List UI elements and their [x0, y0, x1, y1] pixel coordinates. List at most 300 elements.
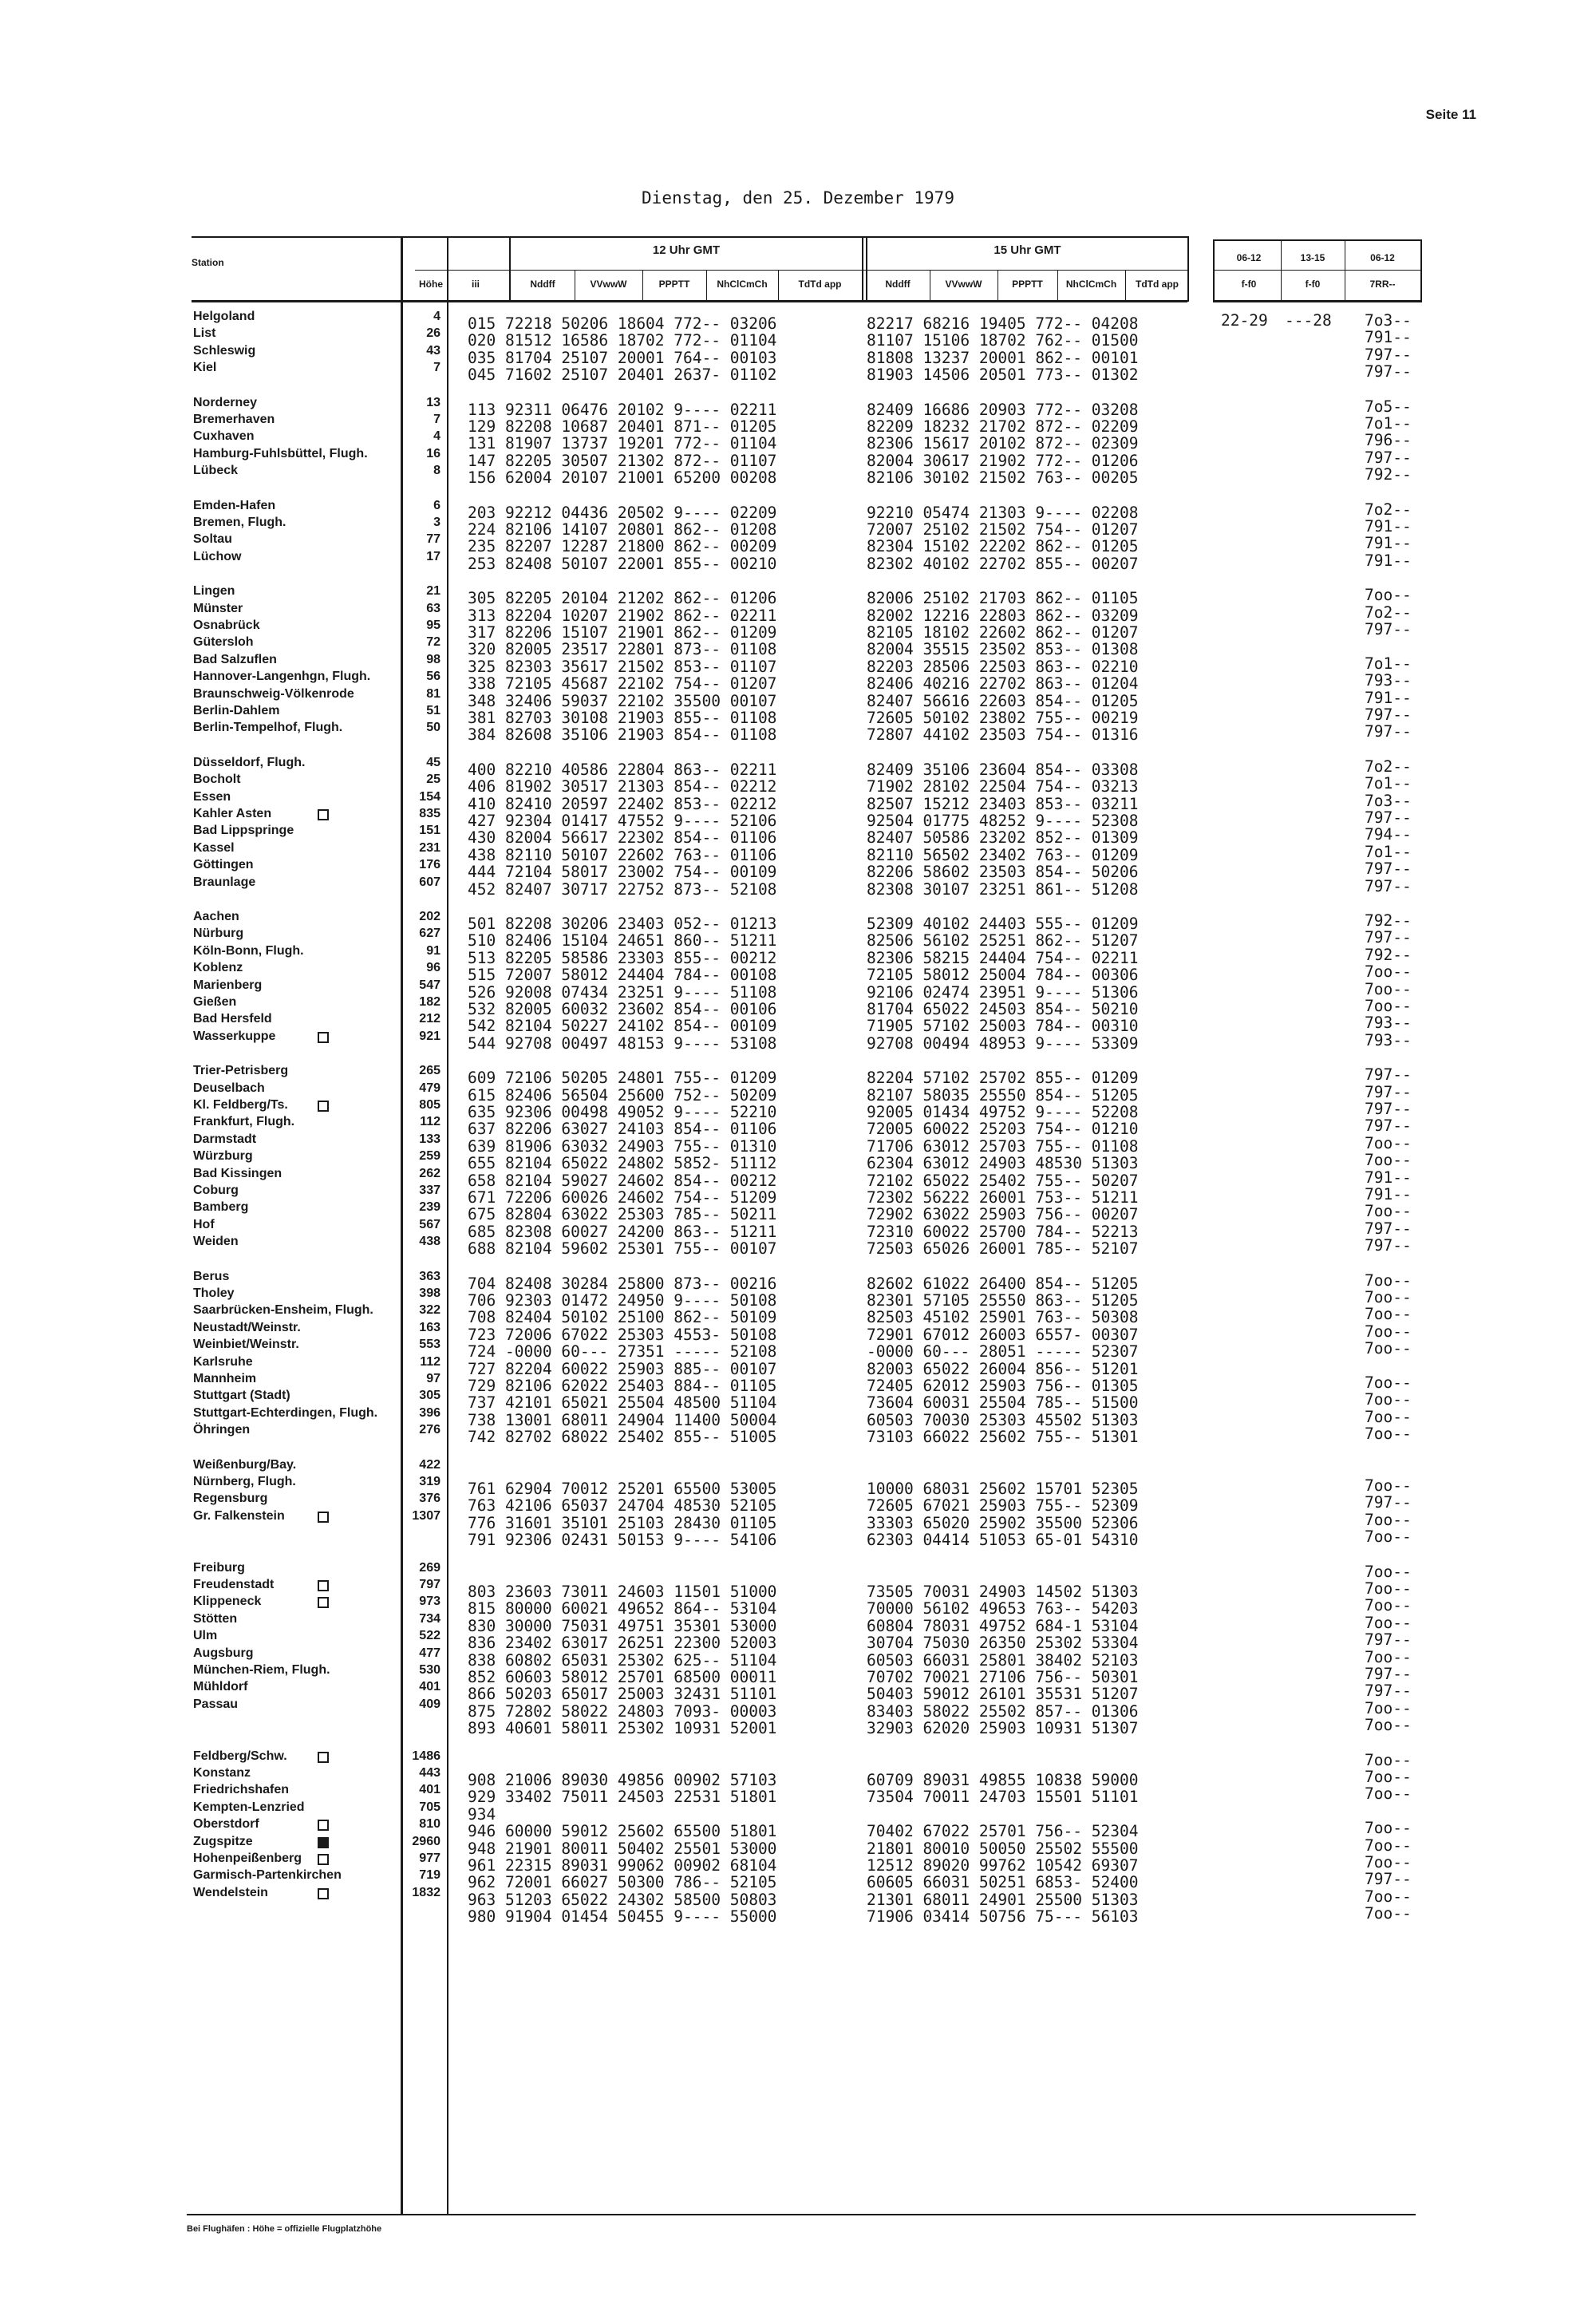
obs-15-uhr: 70000 56102 49653 763-- 54203 — [867, 1599, 1139, 1618]
obs-12-uhr: 156 62004 20107 21001 65200 00208 — [468, 468, 777, 488]
obs-15-uhr: 81903 14506 20501 773-- 01302 — [867, 366, 1139, 385]
obs-12-uhr: 737 42101 65021 25504 48500 51104 — [468, 1393, 777, 1413]
obs-12-uhr: 348 32406 59037 22102 35500 00107 — [468, 691, 777, 710]
station-height: 112 — [420, 1115, 440, 1129]
extra-0612b: 7oo-- — [1365, 1390, 1412, 1409]
station-height: 1307 — [412, 1508, 440, 1523]
obs-12-uhr: 513 82205 58586 23303 855-- 00212 — [468, 948, 777, 967]
extra-0612b: 797-- — [1365, 345, 1412, 364]
open-square-icon — [318, 1580, 329, 1591]
obs-15-uhr: 72405 62012 25903 756-- 01305 — [867, 1377, 1139, 1395]
station-height: 13 — [426, 395, 440, 409]
obs-12-uhr: 685 82308 60027 24200 863-- 51211 — [468, 1222, 777, 1241]
station-height: 438 — [419, 1235, 440, 1249]
obs-12-uhr: 830 30000 75031 49751 35301 53000 — [468, 1616, 777, 1635]
station-name: Weißenburg/Bay. — [193, 1457, 297, 1472]
obs-15-uhr: 81808 13237 20001 862-- 00101 — [867, 348, 1139, 367]
extra-0612b: 7oo-- — [1365, 1271, 1412, 1290]
extra-0612b: 797-- — [1365, 1665, 1412, 1683]
obs-12-uhr: 224 82106 14107 20801 862-- 01208 — [468, 520, 777, 539]
obs-12-uhr: 893 40601 58011 25302 10931 52001 — [468, 1719, 777, 1738]
header-12-uhr: 12 Uhr GMT — [652, 243, 721, 257]
obs-12-uhr: 020 81512 16586 18702 772-- 01104 — [468, 331, 777, 350]
station-height: 7 — [433, 413, 440, 426]
extra-0612b: 796-- — [1365, 431, 1412, 450]
obs-15-uhr: 73604 60031 25504 785-- 51500 — [867, 1393, 1139, 1413]
station-name: Gießen — [193, 995, 237, 1009]
obs-12-uhr: 635 92306 00498 49052 9---- 52210 — [468, 1103, 777, 1121]
station-name: Kl. Feldberg/Ts. — [193, 1098, 288, 1112]
station-height: 8 — [433, 464, 440, 478]
obs-15-uhr: 92504 01775 48252 9---- 52308 — [867, 812, 1139, 830]
station-height: 45 — [426, 755, 440, 769]
obs-12-uhr: 501 82208 30206 23403 052-- 01213 — [468, 915, 777, 933]
station-height: 182 — [419, 995, 440, 1009]
extra-0612b: 791-- — [1365, 1168, 1412, 1187]
date-heading: Dienstag, den 25. Dezember 1979 — [642, 188, 954, 207]
station-height: 151 — [419, 824, 440, 838]
station-height: 17 — [426, 549, 440, 563]
obs-15-uhr: 73103 66022 25602 755-- 51301 — [867, 1428, 1139, 1447]
station-height: 3 — [433, 516, 440, 529]
obs-12-uhr: 615 82406 56504 25600 752-- 50209 — [468, 1085, 777, 1105]
station-height: 97 — [426, 1372, 440, 1385]
extra-0612b: 7oo-- — [1365, 1750, 1412, 1769]
obs-12-uhr: 338 72105 45687 22102 754-- 01207 — [468, 674, 777, 694]
extra-0612b: 797-- — [1365, 448, 1412, 467]
extra-0612b: 793-- — [1365, 1030, 1412, 1049]
extra-0612: 22-29 — [1221, 311, 1268, 330]
rule-line — [447, 236, 448, 2214]
obs-12-uhr: 852 60603 58012 25701 68500 00011 — [468, 1668, 777, 1686]
obs-12-uhr: 946 60000 59012 25602 65500 51801 — [468, 1822, 777, 1841]
station-name: Mühldorf — [193, 1680, 248, 1694]
station-height: 95 — [426, 618, 440, 632]
obs-15-uhr: 21801 80010 50050 25502 55500 — [867, 1839, 1139, 1858]
station-name: Hamburg-Fuhlsbüttel, Flugh. — [193, 446, 368, 460]
obs-12-uhr: 934 — [468, 1804, 496, 1824]
station-name: Stuttgart (Stadt) — [193, 1389, 290, 1403]
extra-0612b: 792-- — [1365, 911, 1412, 930]
extra-0612b: 791-- — [1365, 328, 1412, 347]
header-sub3: 7RR-- — [1369, 279, 1396, 290]
extra-0612b: 791-- — [1365, 517, 1412, 536]
obs-12-uhr: 147 82205 30507 21302 872-- 01107 — [468, 451, 777, 470]
obs-12-uhr: 655 82104 65022 24802 5852- 51112 — [468, 1154, 777, 1173]
station-name: Berus — [193, 1269, 230, 1283]
extra-0612b: 794-- — [1365, 825, 1412, 844]
header-1315: 13-15 — [1300, 252, 1325, 263]
station-name: Schleswig — [193, 343, 256, 358]
open-square-icon — [318, 1032, 329, 1043]
station-name: Nürburg — [193, 927, 244, 941]
obs-15-uhr: 81107 15106 18702 762-- 01500 — [867, 331, 1139, 350]
station-height: 163 — [419, 1320, 440, 1334]
station-height: 81 — [426, 686, 440, 701]
header-nhcl-12: NhClCmCh — [717, 279, 768, 290]
extra-0612b: 791-- — [1365, 534, 1412, 553]
extra-0612b: 7oo-- — [1365, 1202, 1412, 1221]
extra-0612b: 797-- — [1365, 1630, 1412, 1650]
station-name: Wendelstein — [193, 1885, 268, 1899]
station-name: Kempten-Lenzried — [193, 1800, 305, 1814]
station-height: 98 — [426, 652, 440, 666]
station-name: Zugspitze — [193, 1834, 253, 1848]
extra-0612b: 7o3-- — [1365, 791, 1412, 810]
open-square-icon — [318, 1888, 329, 1899]
station-height: 176 — [419, 858, 440, 872]
obs-15-uhr: 82407 56616 22603 854-- 01205 — [867, 691, 1139, 710]
obs-15-uhr: 92210 05474 21303 9---- 02208 — [867, 503, 1139, 522]
station-height: 627 — [419, 927, 440, 941]
obs-12-uhr: 727 82204 60022 25903 885-- 00107 — [468, 1359, 777, 1378]
obs-12-uhr: 532 82005 60032 23602 854-- 00106 — [468, 1000, 777, 1018]
obs-15-uhr: 72503 65026 26001 785-- 52107 — [867, 1239, 1139, 1259]
station-height: 363 — [419, 1269, 440, 1283]
station-height: 63 — [426, 601, 440, 615]
station-height: 2960 — [412, 1834, 440, 1848]
station-name: Garmisch-Partenkirchen — [193, 1868, 342, 1883]
station-name: Bad Lippspringe — [193, 824, 294, 838]
obs-12-uhr: 738 13001 68011 24904 11400 50004 — [468, 1410, 777, 1429]
extra-0612b: 7oo-- — [1365, 1425, 1412, 1444]
station-height: 202 — [419, 910, 440, 923]
obs-12-uhr: 688 82104 59602 25301 755-- 00107 — [468, 1239, 777, 1259]
obs-15-uhr: 82003 65022 26004 856-- 51201 — [867, 1359, 1139, 1378]
station-height: 607 — [419, 875, 440, 889]
obs-12-uhr: 203 92212 04436 20502 9---- 02209 — [468, 503, 777, 522]
station-height: 43 — [426, 343, 440, 358]
header-sub2: f-f0 — [1305, 279, 1321, 290]
obs-12-uhr: 675 82804 63022 25303 785-- 50211 — [468, 1205, 777, 1224]
station-name: Soltau — [193, 532, 232, 547]
station-name: Aachen — [193, 910, 239, 923]
obs-15-uhr: 71706 63012 25703 755-- 01108 — [867, 1136, 1139, 1156]
extra-0612b: 797-- — [1365, 1493, 1412, 1512]
obs-15-uhr: 82106 30102 21502 763-- 00205 — [867, 468, 1139, 488]
station-name: Gr. Falkenstein — [193, 1508, 285, 1523]
station-height: 1832 — [412, 1885, 440, 1899]
station-name: Münster — [193, 601, 243, 615]
station-name: Freudenstadt — [193, 1578, 275, 1591]
extra-0612b: 7oo-- — [1365, 1151, 1412, 1170]
obs-12-uhr: 235 82207 12287 21800 862-- 00209 — [468, 537, 777, 556]
open-square-icon — [318, 809, 329, 820]
obs-15-uhr: 50403 59012 26101 35531 51207 — [867, 1685, 1139, 1704]
station-height: 259 — [419, 1149, 440, 1164]
station-name: Würzburg — [193, 1149, 253, 1164]
station-height: 154 — [419, 789, 440, 804]
station-name: Stuttgart-Echterdingen, Flugh. — [193, 1405, 378, 1420]
extra-0612b: 7oo-- — [1365, 1407, 1412, 1426]
obs-12-uhr: 131 81907 13737 19201 772-- 01104 — [468, 434, 777, 453]
station-name: Helgoland — [193, 310, 255, 323]
obs-12-uhr: 838 60802 65031 25302 625-- 51104 — [468, 1650, 777, 1670]
station-name: Bremerhaven — [193, 413, 275, 426]
station-name: Stötten — [193, 1611, 238, 1626]
station-name: Oberstdorf — [193, 1817, 259, 1832]
extra-0612b: 7oo-- — [1365, 1904, 1412, 1923]
extra-0612b: 7oo-- — [1365, 1476, 1412, 1495]
extra-0612b: 797-- — [1365, 1100, 1412, 1118]
station-height: 322 — [419, 1303, 440, 1318]
obs-12-uhr: 305 82205 20104 21202 862-- 01206 — [468, 589, 777, 608]
obs-15-uhr: 82107 58035 25550 854-- 51205 — [867, 1085, 1139, 1105]
header-iii: iii — [471, 279, 480, 290]
obs-12-uhr: 438 82110 50107 22602 763-- 01106 — [468, 845, 777, 864]
header-ppptt-15: PPPTT — [1012, 279, 1043, 290]
obs-12-uhr: 929 33402 75011 24503 22531 51801 — [468, 1788, 777, 1807]
page-number: Seite 11 — [1425, 107, 1476, 122]
obs-15-uhr: 92005 01434 49752 9---- 52208 — [867, 1103, 1139, 1121]
obs-15-uhr: 82217 68216 19405 772-- 04208 — [867, 314, 1139, 333]
station-height: 305 — [419, 1389, 440, 1403]
obs-15-uhr: 72310 60022 25700 784-- 52213 — [867, 1222, 1139, 1241]
station-name: Norderney — [193, 395, 258, 409]
extra-0612b: 7oo-- — [1365, 1784, 1412, 1804]
extra-0612b: 797-- — [1365, 1236, 1412, 1255]
extra-0612b: 797-- — [1365, 362, 1412, 381]
station-height: 16 — [426, 446, 440, 460]
station-height: 553 — [419, 1338, 440, 1352]
footer-note: Bei Flughäfen : Höhe = offizielle Flugplatzhöhe — [187, 2224, 382, 2234]
station-height: 810 — [419, 1817, 440, 1832]
obs-12-uhr: 866 50203 65017 25003 32431 51101 — [468, 1685, 777, 1704]
obs-15-uhr: 82409 16686 20903 772-- 03208 — [867, 400, 1139, 419]
obs-15-uhr: 72901 67012 26003 6557- 00307 — [867, 1325, 1139, 1344]
obs-15-uhr: 72605 50102 23802 755-- 00219 — [867, 709, 1139, 727]
station-height: 276 — [419, 1423, 440, 1437]
station-name: Bad Hersfeld — [193, 1012, 272, 1026]
obs-12-uhr: 791 92306 02431 50153 9---- 54106 — [468, 1531, 777, 1550]
obs-12-uhr: 908 21006 89030 49856 00902 57103 — [468, 1771, 777, 1789]
obs-12-uhr: 427 92304 01417 47552 9---- 52106 — [468, 812, 777, 830]
extra-0612b: 7o5-- — [1365, 397, 1412, 416]
extra-0612b: 7o1-- — [1365, 774, 1412, 793]
extra-0612b: 7oo-- — [1365, 979, 1412, 998]
extra-0612b: 797-- — [1365, 1082, 1412, 1101]
obs-12-uhr: 706 92303 01472 24950 9---- 50108 — [468, 1291, 777, 1310]
extra-0612b: 7o2-- — [1365, 500, 1412, 519]
obs-15-uhr: 82004 30617 21902 772-- 01206 — [867, 451, 1139, 470]
obs-15-uhr: 72102 65022 25402 755-- 50207 — [867, 1171, 1139, 1190]
extra-0612b: 797-- — [1365, 705, 1412, 724]
station-name: Cuxhaven — [193, 429, 255, 444]
extra-0612b: 7o2-- — [1365, 757, 1412, 776]
station-name: Hannover-Langenhgn, Flugh. — [193, 670, 371, 684]
extra-0612b: 792-- — [1365, 465, 1412, 484]
rule-line — [1213, 239, 1215, 302]
obs-12-uhr: 961 22315 89031 99062 00902 68104 — [468, 1856, 777, 1875]
extra-0612b: 797-- — [1365, 722, 1412, 741]
extra-0612b: 7oo-- — [1365, 1647, 1412, 1666]
obs-15-uhr: 82206 58602 23503 854-- 50206 — [867, 863, 1139, 882]
extra-0612b: 7oo-- — [1365, 1819, 1412, 1838]
station-name: Augsburg — [193, 1646, 254, 1660]
extra-0612b: 7oo-- — [1365, 1133, 1412, 1152]
obs-15-uhr: 82110 56502 23402 763-- 01209 — [867, 845, 1139, 864]
rule-line — [1213, 300, 1422, 302]
obs-12-uhr: 317 82206 15107 21901 862-- 01209 — [468, 623, 777, 642]
obs-15-uhr: 92106 02474 23951 9---- 51306 — [867, 982, 1139, 1002]
station-name: Bad Salzuflen — [193, 652, 277, 666]
station-name: Gütersloh — [193, 635, 254, 650]
station-height: 376 — [419, 1492, 440, 1506]
station-height: 396 — [419, 1405, 440, 1420]
station-height: 50 — [426, 721, 440, 735]
filled-square-icon — [318, 1837, 329, 1848]
station-height: 401 — [419, 1783, 440, 1797]
obs-15-uhr: 62303 04414 51053 65-01 54310 — [867, 1531, 1139, 1550]
station-name: Ulm — [193, 1629, 218, 1643]
obs-12-uhr: 313 82204 10207 21902 862-- 02211 — [468, 606, 777, 625]
extra-0612b: 7oo-- — [1365, 1613, 1412, 1632]
obs-12-uhr: 658 82104 59027 24602 854-- 00212 — [468, 1171, 777, 1190]
extra-0612b: 7oo-- — [1365, 1288, 1412, 1306]
extra-0612b: 7oo-- — [1365, 1836, 1412, 1855]
header-0612b: 06-12 — [1370, 252, 1395, 263]
obs-15-uhr: 70402 67022 25701 756-- 52304 — [867, 1822, 1139, 1841]
rule-line — [1213, 239, 1422, 241]
obs-15-uhr: 73504 70011 24703 15501 51101 — [867, 1788, 1139, 1807]
open-square-icon — [318, 1512, 329, 1523]
header-nddff-15: Nddff — [885, 279, 911, 290]
obs-12-uhr: 325 82303 35617 21502 853-- 01107 — [468, 657, 777, 676]
station-name: Kahler Asten — [193, 807, 272, 820]
obs-12-uhr: 542 82104 50227 24102 854-- 00109 — [468, 1017, 777, 1036]
obs-15-uhr: 21301 68011 24901 25500 51303 — [867, 1890, 1139, 1909]
obs-15-uhr: 33303 65020 25902 35500 52306 — [867, 1513, 1139, 1532]
station-height: 522 — [419, 1629, 440, 1643]
obs-15-uhr: 82407 50586 23202 852-- 01309 — [867, 828, 1139, 848]
obs-15-uhr: 60804 78031 49752 684-1 53104 — [867, 1616, 1139, 1635]
obs-15-uhr: 82304 15102 22202 862-- 01205 — [867, 537, 1139, 556]
extra-0612b: 797-- — [1365, 1065, 1412, 1085]
open-square-icon — [318, 1820, 329, 1831]
obs-15-uhr: 82306 58215 24404 754-- 02211 — [867, 948, 1139, 967]
header-0612: 06-12 — [1236, 252, 1262, 263]
rule-line — [187, 2214, 1416, 2215]
extra-0612b: 7o2-- — [1365, 603, 1412, 622]
obs-12-uhr: 742 82702 68022 25402 855-- 51005 — [468, 1428, 777, 1447]
obs-12-uhr: 704 82408 30284 25800 873-- 00216 — [468, 1274, 777, 1293]
station-height: 422 — [419, 1457, 440, 1472]
extra-0612b: 7oo-- — [1365, 586, 1412, 605]
header-hoehe: Höhe — [419, 279, 443, 290]
obs-12-uhr: 763 42106 65037 24704 48530 52105 — [468, 1496, 777, 1516]
obs-15-uhr: 71902 28102 22504 754-- 03213 — [867, 777, 1139, 796]
obs-15-uhr: 72902 63022 25903 756-- 00207 — [867, 1205, 1139, 1224]
station-height: 530 — [419, 1663, 440, 1677]
obs-15-uhr: 73505 70031 24903 14502 51303 — [867, 1583, 1139, 1601]
extra-0612b: 7oo-- — [1365, 1510, 1412, 1529]
station-name: Essen — [193, 789, 231, 804]
rule-line — [415, 270, 1187, 271]
station-name: Mannheim — [193, 1372, 257, 1385]
header-nddff-12: Nddff — [530, 279, 555, 290]
obs-12-uhr: 723 72006 67022 25303 4553- 50108 — [468, 1325, 777, 1344]
header-nhcl-15: NhClCmCh — [1065, 279, 1117, 290]
obs-15-uhr: 60605 66031 50251 6853- 52400 — [867, 1873, 1139, 1892]
extra-0612b: 797-- — [1365, 860, 1412, 879]
rule-line — [1281, 239, 1282, 302]
extra-0612b: 793-- — [1365, 1014, 1412, 1033]
obs-12-uhr: 015 72218 50206 18604 772-- 03206 — [468, 314, 777, 333]
station-height: 977 — [419, 1852, 440, 1865]
obs-12-uhr: 444 72104 58017 23002 754-- 00109 — [468, 863, 777, 882]
station-height: 239 — [419, 1200, 440, 1215]
station-height: 112 — [420, 1354, 440, 1369]
header-ppptt-12: PPPTT — [658, 279, 690, 290]
station-height: 269 — [419, 1560, 440, 1575]
extra-0612b: 797-- — [1365, 1219, 1412, 1238]
station-name: Koblenz — [193, 961, 243, 975]
obs-15-uhr: 60709 89031 49855 10838 59000 — [867, 1771, 1139, 1789]
extra-0612b: 7oo-- — [1365, 1596, 1412, 1615]
obs-12-uhr: 962 72001 66027 50300 786-- 52105 — [468, 1873, 777, 1892]
extra-0612b: 7oo-- — [1365, 1527, 1412, 1547]
extra-1315: ---28 — [1285, 311, 1332, 330]
station-name: Neustadt/Weinstr. — [193, 1320, 301, 1334]
station-name: Freiburg — [193, 1560, 245, 1575]
station-height: 409 — [419, 1697, 440, 1711]
open-square-icon — [318, 1854, 329, 1865]
obs-12-uhr: 045 71602 25107 20401 2637- 01102 — [468, 366, 777, 385]
extra-0612b: 7oo-- — [1365, 997, 1412, 1015]
station-name: Karlsruhe — [193, 1354, 253, 1369]
extra-0612b: 7o1-- — [1365, 414, 1412, 433]
obs-15-uhr: 32903 62020 25903 10931 51307 — [867, 1719, 1139, 1738]
station-height: 212 — [419, 1012, 440, 1026]
header-sub1: f-f0 — [1241, 279, 1257, 290]
station-height: 547 — [419, 978, 440, 992]
obs-12-uhr: 875 72802 58022 24803 7093- 00003 — [468, 1701, 777, 1721]
station-name: Braunschweig-Völkenrode — [193, 686, 354, 701]
station-name: Berlin-Dahlem — [193, 704, 280, 717]
obs-15-uhr: 82602 61022 26400 854-- 51205 — [867, 1274, 1139, 1293]
station-height: 26 — [426, 326, 440, 341]
obs-15-uhr: 72605 67021 25903 755-- 52309 — [867, 1496, 1139, 1516]
station-height: 51 — [426, 704, 440, 717]
extra-0612b: 7oo-- — [1365, 1716, 1412, 1735]
station-height: 797 — [419, 1578, 440, 1591]
obs-15-uhr: 52309 40102 24403 555-- 01209 — [867, 915, 1139, 933]
station-height: 72 — [426, 635, 440, 650]
obs-15-uhr: 82203 28506 22503 863-- 02210 — [867, 657, 1139, 676]
station-name: Lingen — [193, 584, 235, 599]
station-name: Deuselbach — [193, 1081, 265, 1095]
obs-12-uhr: 724 -0000 60--- 27351 ----- 52108 — [468, 1342, 777, 1361]
extra-0612b: 797-- — [1365, 808, 1412, 827]
obs-12-uhr: 452 82407 30717 22752 873-- 52108 — [468, 879, 777, 899]
station-height: 4 — [433, 429, 440, 444]
obs-12-uhr: 708 82404 50102 25100 862-- 50109 — [468, 1308, 777, 1327]
station-height: 479 — [419, 1081, 440, 1095]
station-height: 319 — [419, 1475, 440, 1488]
station-height: 719 — [419, 1868, 440, 1883]
header-tdtd-15: TdTd app — [1136, 279, 1179, 290]
obs-12-uhr: 639 81906 63032 24903 755-- 01310 — [468, 1136, 777, 1156]
station-name: Saarbrücken-Ensheim, Flugh. — [193, 1303, 373, 1318]
obs-15-uhr: 82002 12216 22803 862-- 03209 — [867, 606, 1139, 625]
obs-12-uhr: 430 82004 56617 22302 854-- 01106 — [468, 828, 777, 848]
station-height: 835 — [419, 807, 440, 820]
rule-line — [1420, 239, 1422, 302]
extra-0612b: 792-- — [1365, 945, 1412, 964]
station-name: Frankfurt, Flugh. — [193, 1115, 295, 1129]
station-name: Hohenpeißenberg — [193, 1852, 302, 1865]
obs-15-uhr: 72105 58012 25004 784-- 00306 — [867, 966, 1139, 985]
